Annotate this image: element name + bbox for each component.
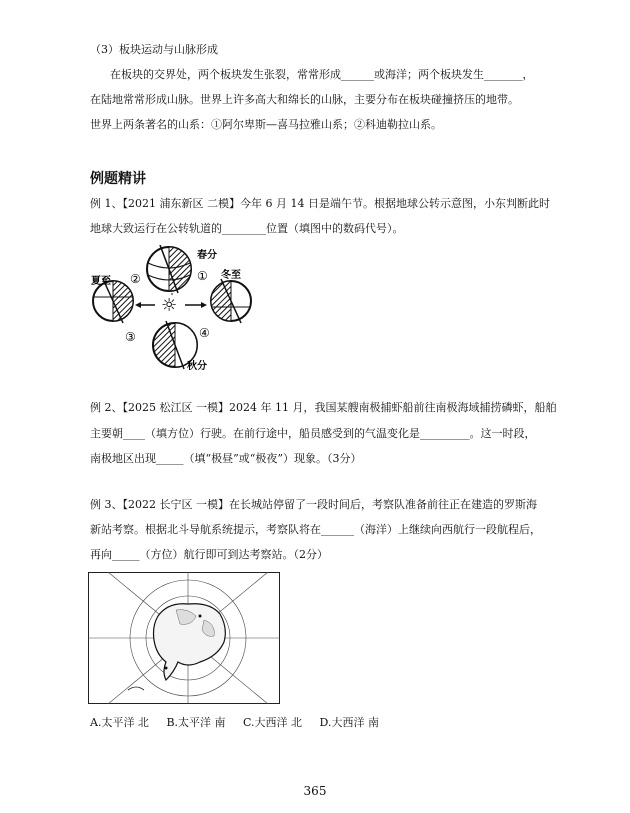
example-3-line-3: 再向_____（方位）航行即可到达考察站。（2分） (90, 548, 328, 561)
label-summer: 夏至 (91, 276, 111, 287)
section-3-paragraph-line-1: 在板块的交界处，两个板块发生张裂，常常形成______或海洋；两个板块发生_______， (110, 68, 534, 81)
example-1-line-2: 地球大致运行在公转轨道的________位置（填图中的数码代号）。 (90, 222, 404, 235)
globe-spring (147, 245, 191, 293)
label-winter: 冬至 (221, 270, 241, 281)
number-4: ④ (199, 326, 210, 340)
option-c: C.大西洋 北 (243, 716, 303, 729)
example-1-line-1: 例 1、【2021 浦东新区 二模】今年 6 月 14 日是端午节。根据地球公转示意图，小东判断此时 (90, 197, 550, 210)
option-a: A.太平洋 北 (90, 716, 149, 729)
sun-icon: ☼ (161, 295, 178, 316)
page-number: 365 (303, 784, 327, 798)
section-3-paragraph-line-2: 在陆地常常形成山脉。世界上许多高大和绵长的山脉，主要分布在板块碰撞挤压的地带。 (90, 93, 519, 106)
number-3: ③ (125, 330, 136, 344)
earth-revolution-figure (85, 245, 270, 375)
example-3-line-2: 新站考察。根据北斗导航系统提示，考察队将在______（海洋）上继续向西航行一段航程后， (90, 523, 541, 536)
label-autumn: 秋分 (187, 361, 207, 372)
example-3-options (90, 716, 393, 730)
antarctica-map (88, 572, 280, 704)
number-1: ① (197, 269, 208, 283)
option-d: D.大西洋 南 (319, 716, 379, 729)
example-2-line-2: 主要朝____（填方位）行驶。在前行途中，船员感受到的气温变化是_________。这一时段， (90, 427, 536, 440)
example-2-line-3: 南极地区出现_____（填“极昼”或“极夜”）现象。（3分） (90, 452, 362, 465)
section-3-paragraph-line-3: 世界上两条著名的山系：①阿尔卑斯—喜马拉雅山系；②科迪勒拉山系。 (90, 118, 442, 131)
option-b: B.太平洋 南 (166, 716, 226, 729)
number-2: ② (130, 272, 141, 286)
examples-heading: 例题精讲 (90, 171, 146, 187)
globe-winter (211, 279, 251, 323)
example-2-line-1: 例 2、【2025 松江区 一模】2024 年 11 月，我国某艘南极捕虾船前往南极海域捕捞磷虾，船舶 (90, 401, 557, 414)
label-spring: 春分 (197, 250, 217, 261)
section-3-title: （3）板块运动与山脉形成 (90, 43, 218, 56)
example-3-line-1: 例 3、【2022 长宁区 一模】在长城站停留了一段时间后，考察队准备前往正在建造的罗斯海 (90, 498, 537, 511)
